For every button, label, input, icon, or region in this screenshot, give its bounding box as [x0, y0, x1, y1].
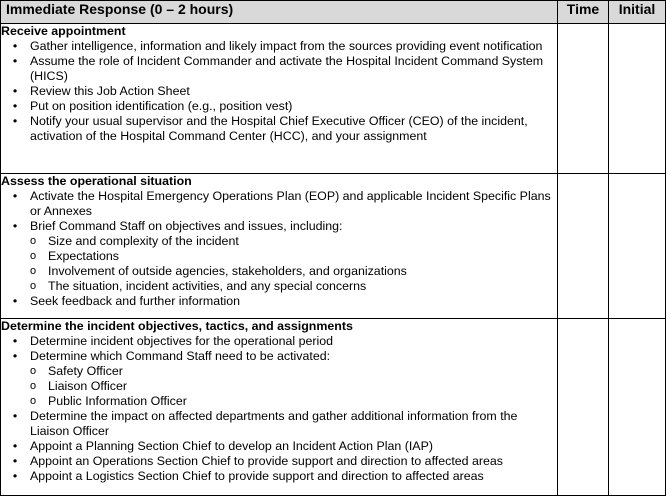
sub-list-item	[1, 249, 557, 264]
list-item	[1, 39, 557, 54]
list-item	[1, 439, 557, 454]
list-item	[1, 219, 557, 234]
initial-column-header: Initial	[609, 1, 666, 24]
list-item	[1, 99, 557, 114]
item-text: Size and complexity of the incident	[48, 234, 239, 248]
item-text: Review this Job Action Sheet	[30, 84, 190, 98]
item-text: Involvement of outside agencies, stakeholders, and organizations	[48, 264, 407, 278]
item-text: Determine which Command Staff need to be activated:	[30, 349, 331, 363]
circle-bullet-icon: o	[29, 365, 37, 377]
circle-bullet-icon: o	[29, 235, 37, 247]
item-text: Public Information Officer	[48, 394, 187, 408]
circle-bullet-icon: o	[29, 380, 37, 392]
bullet-icon: •	[12, 349, 18, 363]
header-row	[1, 1, 666, 24]
bullet-icon: •	[12, 439, 18, 453]
section-title: Receive appointment	[1, 24, 126, 38]
list-item	[1, 189, 557, 219]
item-text: Appoint an Operations Section Chief to provide support and direction to affected areas	[30, 454, 503, 468]
bullet-icon: •	[12, 39, 18, 53]
sub-list-item	[1, 379, 557, 394]
bullet-list	[1, 294, 557, 309]
item-text: Activate the Hospital Emergency Operations Plan (EOP) and applicable Incident Specific Plans or Annexes	[30, 189, 551, 218]
item-text: Expectations	[48, 249, 119, 263]
item-text: Appoint a Logistics Section Chief to provide support and direction to affected areas	[30, 469, 484, 483]
sub-list-item	[1, 279, 557, 294]
list-item	[1, 294, 557, 309]
item-text: Put on position identification (e.g., position vest)	[30, 99, 293, 113]
item-text: Assume the role of Incident Commander and activate the Hospital Incident Command System (HICS)	[30, 54, 544, 83]
time-entry-cell[interactable]	[558, 319, 609, 496]
circle-bullet-icon: o	[29, 265, 37, 277]
list-item	[1, 334, 557, 349]
circle-bullet-icon: o	[29, 395, 37, 407]
sub-list-item	[1, 394, 557, 409]
task-row-assess-situation	[1, 174, 666, 319]
item-text: The situation, incident activities, and any special concerns	[48, 279, 367, 293]
item-text: Brief Command Staff on objectives and issues, including:	[30, 219, 343, 233]
sub-list-item	[1, 234, 557, 249]
list-item	[1, 349, 557, 364]
bullet-icon: •	[12, 409, 18, 423]
task-cell	[1, 174, 558, 319]
section-title: Assess the operational situation	[1, 174, 192, 188]
circle-bullet-icon: o	[29, 280, 37, 292]
bullet-icon: •	[12, 294, 18, 308]
bullet-icon: •	[12, 334, 18, 348]
task-cell	[1, 24, 558, 174]
item-text: Gather intelligence, information and likely impact from the sources providing event notification	[30, 39, 543, 53]
section-title: Determine the incident objectives, tactics, and assignments	[1, 319, 353, 333]
item-text: Determine incident objectives for the operational period	[30, 334, 334, 348]
time-entry-cell[interactable]	[558, 174, 609, 319]
circle-bullet-icon: o	[29, 250, 37, 262]
task-column-header: Immediate Response (0 – 2 hours)	[1, 1, 558, 24]
bullet-icon: •	[12, 469, 18, 483]
task-row-determine-objectives	[1, 319, 666, 496]
bullet-icon: •	[12, 114, 18, 128]
initial-entry-cell[interactable]	[609, 24, 666, 174]
bullet-icon: •	[12, 84, 18, 98]
initial-entry-cell[interactable]	[609, 319, 666, 496]
item-text: Safety Officer	[48, 364, 123, 378]
bullet-list	[1, 409, 557, 484]
bullet-list	[1, 39, 557, 144]
initial-entry-cell[interactable]	[609, 174, 666, 319]
list-item	[1, 114, 557, 144]
list-item	[1, 454, 557, 469]
list-item	[1, 469, 557, 484]
task-row-receive-appointment	[1, 24, 666, 174]
list-item	[1, 54, 557, 84]
item-text: Seek feedback and further information	[30, 294, 241, 308]
bullet-icon: •	[12, 219, 18, 233]
item-text: Notify your usual supervisor and the Hospital Chief Executive Officer (CEO) of the incident, activation of the Hospital Command Center (HCC), and your assignment	[30, 114, 528, 143]
item-text: Appoint a Planning Section Chief to develop an Incident Action Plan (IAP)	[30, 439, 433, 453]
bullet-icon: •	[12, 54, 18, 68]
time-column-header: Time	[558, 1, 609, 24]
list-item	[1, 409, 557, 439]
task-cell	[1, 319, 558, 496]
list-item	[1, 84, 557, 99]
sub-list-item	[1, 364, 557, 379]
item-text: Determine the impact on affected departments and gather additional information from the Liaison Officer	[30, 409, 518, 438]
time-entry-cell[interactable]	[558, 24, 609, 174]
bullet-icon: •	[12, 189, 18, 203]
sub-list-item	[1, 264, 557, 279]
bullet-list	[1, 189, 557, 234]
bullet-list	[1, 334, 557, 364]
sub-bullet-list	[1, 364, 557, 409]
item-text: Liaison Officer	[48, 379, 127, 393]
bullet-icon: •	[12, 454, 18, 468]
sub-bullet-list	[1, 234, 557, 294]
bullet-icon: •	[12, 99, 18, 113]
